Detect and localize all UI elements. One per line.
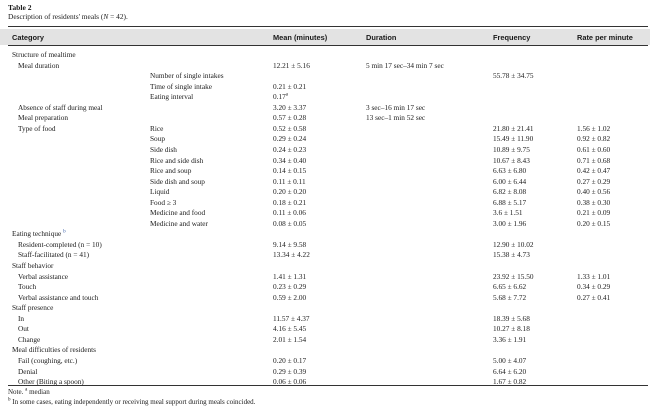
rate-cell: 0.21 ± 0.09 [577, 208, 611, 218]
subcategory-cell: Side dish and soup [150, 176, 205, 186]
frequency-cell: 6.88 ± 5.17 [493, 197, 527, 207]
mean-cell: 0.59 ± 2.00 [273, 292, 307, 302]
table-caption: Description of residents' meals (N = 42). [8, 12, 128, 21]
mean-cell: 0.34 ± 0.40 [273, 155, 307, 165]
mean-cell: 13.34 ± 4.22 [273, 250, 310, 260]
category-cell: Verbal assistance [18, 271, 69, 281]
rate-cell: 0.27 ± 0.29 [577, 176, 611, 186]
category-cell: Other (Biting a spoon) [18, 377, 84, 387]
category-cell: Change [18, 334, 41, 344]
frequency-cell: 3.6 ± 1.51 [493, 208, 523, 218]
table-row [0, 91, 650, 102]
category-cell: Staff-facilitated (n = 41) [18, 250, 90, 260]
column-header-duration: Duration [366, 33, 397, 42]
top-rule [8, 26, 648, 27]
mean-cell: 11.57 ± 4.37 [273, 313, 310, 323]
frequency-cell: 21.80 ± 21.41 [493, 123, 534, 133]
frequency-cell: 15.38 ± 4.73 [493, 250, 530, 260]
table-row [0, 302, 650, 313]
header-rule [8, 45, 648, 46]
table-row [0, 176, 650, 187]
table-row [0, 60, 650, 71]
frequency-cell: 18.39 ± 5.68 [493, 313, 530, 323]
mean-cell: 0.52 ± 0.58 [273, 123, 307, 133]
subcategory-cell: Time of single intake [150, 81, 212, 91]
category-cell: Verbal assistance and touch [18, 292, 99, 302]
category-cell: Staff presence [12, 303, 54, 313]
column-header-rate: Rate per minute [577, 33, 633, 42]
mean-cell: 0.14 ± 0.15 [273, 166, 307, 176]
mean-cell: 0.17$^a$ [273, 92, 289, 102]
rate-cell: 0.42 ± 0.47 [577, 166, 611, 176]
subcategory-cell: Medicine and food [150, 208, 206, 218]
column-header-mean: Mean (minutes) [273, 33, 328, 42]
table-row [0, 49, 650, 60]
frequency-cell: 15.49 ± 11.90 [493, 134, 534, 144]
mean-cell: 0.18 ± 0.21 [273, 197, 307, 207]
table-row [0, 313, 650, 324]
duration-cell: 3 sec–16 min 17 sec [366, 102, 426, 112]
table-row [0, 133, 650, 144]
mean-cell: 0.23 ± 0.29 [273, 282, 307, 292]
subcategory-cell: Rice [150, 123, 164, 133]
category-cell: Out [18, 324, 29, 334]
mean-cell: 3.20 ± 3.37 [273, 102, 307, 112]
table-row [0, 228, 650, 239]
mean-cell: 0.29 ± 0.24 [273, 134, 307, 144]
table-row [0, 249, 650, 260]
mean-cell: 0.06 ± 0.06 [273, 377, 307, 387]
category-cell: Touch [18, 282, 37, 292]
table-row [0, 260, 650, 271]
subcategory-cell: Eating interval [150, 92, 194, 102]
bottom-rule [8, 385, 648, 386]
table-row [0, 81, 650, 92]
table-note-a: Note. $^a$ median [8, 387, 50, 396]
frequency-cell: 10.27 ± 8.18 [493, 324, 530, 334]
category-cell: Staff behavior [12, 261, 54, 270]
frequency-cell: 55.78 ± 34.75 [493, 71, 534, 81]
table-note-b: $^b$ In some cases, eating independently or receiving meal support during meals coincided. [8, 397, 256, 406]
category-cell: In [18, 313, 25, 323]
frequency-cell: 6.82 ± 8.08 [493, 187, 527, 197]
rate-cell: 0.20 ± 0.15 [577, 218, 611, 228]
category-cell: Absence of staff during meal [18, 102, 103, 112]
frequency-cell: 6.64 ± 6.20 [493, 366, 527, 376]
table-row [0, 112, 650, 123]
rate-cell: 0.40 ± 0.56 [577, 187, 611, 197]
subcategory-cell: Food ≥ 3 [150, 197, 177, 207]
table-row [0, 292, 650, 303]
frequency-cell: 6.65 ± 6.62 [493, 282, 527, 292]
table-row [0, 123, 650, 134]
table-row [0, 155, 650, 166]
frequency-cell: 23.92 ± 15.50 [493, 271, 534, 281]
subcategory-cell: Soup [150, 134, 166, 144]
table-row [0, 281, 650, 292]
table-row [0, 186, 650, 197]
table-row [0, 165, 650, 176]
category-cell: Denial [18, 366, 38, 376]
table-row [0, 144, 650, 155]
mean-cell: 0.57 ± 0.28 [273, 113, 307, 123]
mean-cell: 0.11 ± 0.06 [273, 208, 306, 218]
rate-cell: 0.92 ± 0.82 [577, 134, 611, 144]
mean-cell: 2.01 ± 1.54 [273, 334, 307, 344]
mean-cell: 0.08 ± 0.05 [273, 218, 307, 228]
table-row [0, 218, 650, 229]
duration-cell: 13 sec–1 min 52 sec [366, 113, 426, 123]
mean-cell: 1.41 ± 1.31 [273, 271, 307, 281]
table-row [0, 102, 650, 113]
table-row [0, 334, 650, 345]
category-cell: Eating technique $^b$ [12, 229, 66, 239]
subcategory-cell: Number of single intakes [150, 71, 224, 81]
rate-cell: 0.34 ± 0.29 [577, 282, 611, 292]
table-row [0, 70, 650, 81]
table-row [0, 207, 650, 218]
frequency-cell: 12.90 ± 10.02 [493, 239, 534, 249]
category-cell: Meal duration [18, 60, 60, 70]
mean-cell: 9.14 ± 9.58 [273, 239, 307, 249]
table-label: Table 2 [8, 3, 32, 12]
rate-cell: 0.61 ± 0.60 [577, 144, 611, 154]
rate-cell: 0.38 ± 0.30 [577, 197, 611, 207]
frequency-cell: 10.89 ± 9.75 [493, 144, 530, 154]
frequency-cell: 6.63 ± 6.80 [493, 166, 527, 176]
rate-cell: 1.56 ± 1.02 [577, 123, 611, 133]
subcategory-cell: Rice and soup [150, 166, 192, 176]
column-header-frequency: Frequency [493, 33, 531, 42]
rate-cell: 1.33 ± 1.01 [577, 271, 611, 281]
table-row [0, 271, 650, 282]
category-cell: Structure of mealtime [12, 50, 76, 59]
frequency-cell: 3.36 ± 1.91 [493, 334, 527, 344]
duration-cell: 5 min 17 sec–34 min 7 sec [366, 60, 444, 70]
table-row [0, 355, 650, 366]
subcategory-cell: Medicine and water [150, 218, 208, 228]
frequency-cell: 10.67 ± 8.43 [493, 155, 530, 165]
subcategory-cell: Side dish [150, 144, 177, 154]
frequency-cell: 1.67 ± 0.82 [493, 377, 527, 387]
mean-cell: 0.24 ± 0.23 [273, 144, 307, 154]
frequency-cell: 6.00 ± 6.44 [493, 176, 527, 186]
mean-cell: 0.20 ± 0.20 [273, 187, 307, 197]
category-cell: Resident-completed (n = 10) [18, 239, 102, 249]
category-cell: Type of food [18, 123, 56, 133]
table-row [0, 197, 650, 208]
mean-cell: 0.20 ± 0.17 [273, 355, 307, 365]
mean-cell: 0.29 ± 0.39 [273, 366, 307, 376]
table-row [0, 366, 650, 377]
rate-cell: 0.71 ± 0.68 [577, 155, 611, 165]
category-cell: Meal preparation [18, 113, 69, 123]
subcategory-cell: Liquid [150, 187, 170, 197]
frequency-cell: 5.68 ± 7.72 [493, 292, 527, 302]
column-header-category: Category [12, 33, 45, 42]
table-row [0, 344, 650, 355]
category-cell: Fail (coughing, etc.) [18, 355, 78, 365]
rate-cell: 0.27 ± 0.41 [577, 292, 611, 302]
table-row [0, 239, 650, 250]
mean-cell: 0.11 ± 0.11 [273, 176, 306, 186]
frequency-cell: 3.00 ± 1.96 [493, 218, 527, 228]
mean-cell: 4.16 ± 5.45 [273, 324, 307, 334]
subcategory-cell: Rice and side dish [150, 155, 204, 165]
mean-cell: 12.21 ± 5.16 [273, 60, 310, 70]
frequency-cell: 5.00 ± 4.07 [493, 355, 527, 365]
category-cell: Meal difficulties of residents [12, 345, 96, 355]
mean-cell: 0.21 ± 0.21 [273, 81, 307, 91]
table-row [0, 323, 650, 334]
